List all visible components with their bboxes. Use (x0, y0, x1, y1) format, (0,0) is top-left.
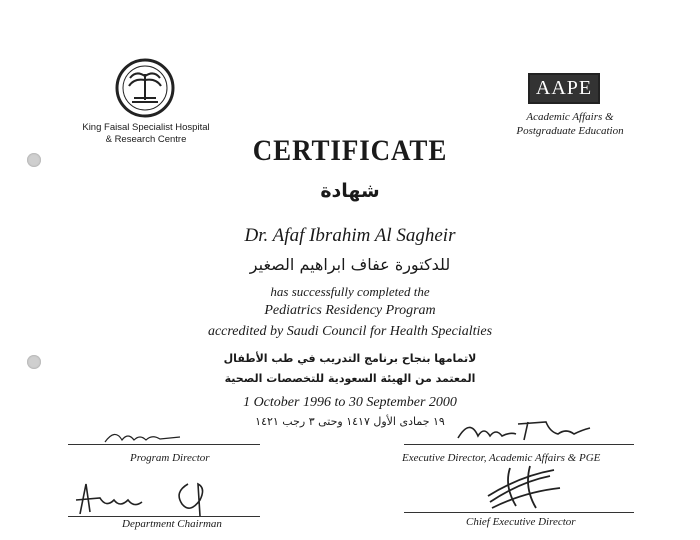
dates-arabic: ١٩ جمادى الأول ١٤١٧ وحتى ٣ رجب ١٤٢١ (255, 415, 445, 428)
recipient-name: Dr. Afaf Ibrahim Al Sagheir (244, 225, 456, 246)
ceo-signature (480, 462, 570, 512)
dates-english: 1 October 1996 to 30 September 2000 (243, 395, 457, 410)
hospital-name-line1: King Faisal Specialist Hospital (82, 122, 210, 133)
arabic-body-line1: لاتمامها بنجاح برنامج التدريب في طب الأطفال (223, 352, 477, 365)
completed-line: has successfully completed the (270, 284, 430, 299)
aape-caption (500, 110, 640, 138)
program-director-label: Program Director (130, 452, 210, 464)
recipient-name-arabic: للدكتورة عفاف ابراهيم الصغير (249, 255, 451, 274)
hospital-name (66, 122, 226, 146)
exec-director-signature (450, 412, 600, 444)
program-name: Pediatrics Residency Program (264, 303, 436, 318)
ceo-line (404, 512, 634, 513)
hospital-logo (110, 58, 180, 120)
dept-chairman-label: Department Chairman (122, 518, 222, 530)
ceo-label: Chief Executive Director (466, 516, 576, 528)
hospital-name-line2: & Research Centre (105, 134, 187, 145)
aape-caption-line1: Academic Affairs & (526, 111, 614, 123)
aape-badge: AAPE (528, 73, 600, 104)
certificate-title: CERTIFICATE (252, 134, 448, 167)
aape-caption-line2: Postgraduate Education (516, 125, 624, 137)
certificate-title-arabic: شهادة (320, 180, 380, 202)
exec-director-label: Executive Director, Academic Affairs & PGE (402, 452, 601, 464)
exec-director-line (404, 444, 634, 445)
dept-chairman-line (68, 516, 260, 517)
program-director-line (68, 444, 260, 445)
punch-hole-top (27, 153, 41, 167)
aape-logo (518, 72, 610, 104)
arabic-body-line2: المعتمد من الهيئة السعودية للتخصصات الصحية (224, 372, 476, 385)
accreditation-line: accredited by Saudi Council for Health Specialties (207, 324, 493, 339)
punch-hole-bottom (27, 355, 41, 369)
dept-chairman-signature (70, 478, 240, 518)
